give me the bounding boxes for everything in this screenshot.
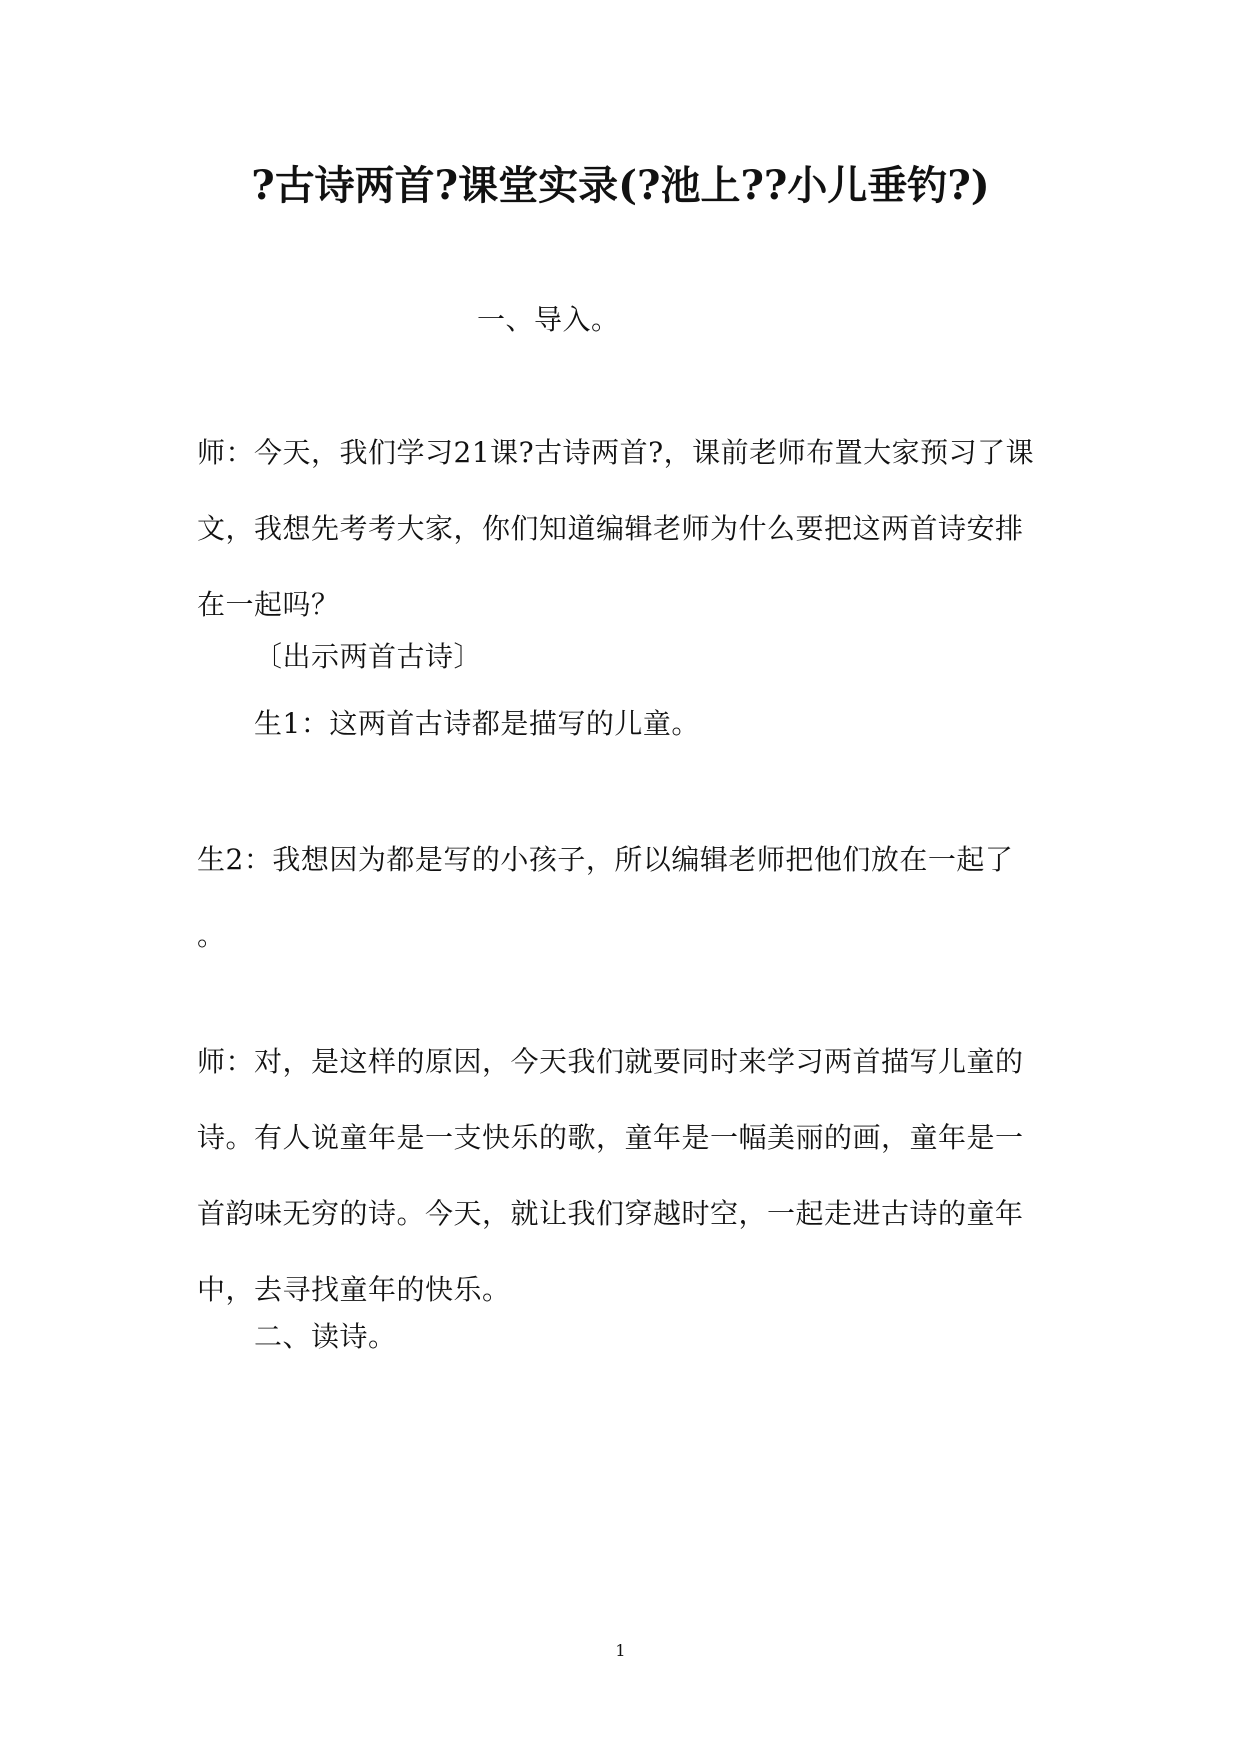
- paragraph-teacher-response: [197, 1024, 1057, 1328]
- document-title: ?古诗两首?课堂实录(?池上??小儿垂钓?): [251, 162, 990, 209]
- paragraph-line: 师：今天，我们学习21课?古诗两首?，课前老师布置大家预习了课: [197, 436, 1035, 469]
- paragraph-teacher-intro: [197, 415, 1057, 643]
- paragraph-student-1: 生1：这两首古诗都是描写的儿童。: [254, 707, 700, 740]
- paragraph-line: 首韵味无穷的诗。今天，就让我们穿越时空，一起走进古诗的童年: [197, 1197, 1024, 1230]
- paragraph-show-poems: 〔出示两首古诗〕: [254, 640, 483, 673]
- page-number: 1: [615, 1641, 626, 1660]
- section-heading-intro: 一、导入。: [477, 303, 620, 336]
- paragraph-line: 生2：我想因为都是写的小孩子，所以编辑老师把他们放在一起了: [197, 843, 1014, 876]
- paragraph-line: 中，去寻找童年的快乐。: [197, 1273, 511, 1306]
- paragraph-line: 。: [197, 919, 226, 952]
- section-heading-read-poems: 二、读诗。: [254, 1320, 397, 1353]
- paragraph-student-2: [197, 822, 1057, 974]
- paragraph-line: 文，我想先考考大家，你们知道编辑老师为什么要把这两首诗安排: [197, 512, 1024, 545]
- paragraph-line: 师：对，是这样的原因，今天我们就要同时来学习两首描写儿童的: [197, 1045, 1024, 1078]
- paragraph-line: 在一起吗？: [197, 588, 340, 621]
- paragraph-line: 诗。有人说童年是一支快乐的歌，童年是一幅美丽的画，童年是一: [197, 1121, 1024, 1154]
